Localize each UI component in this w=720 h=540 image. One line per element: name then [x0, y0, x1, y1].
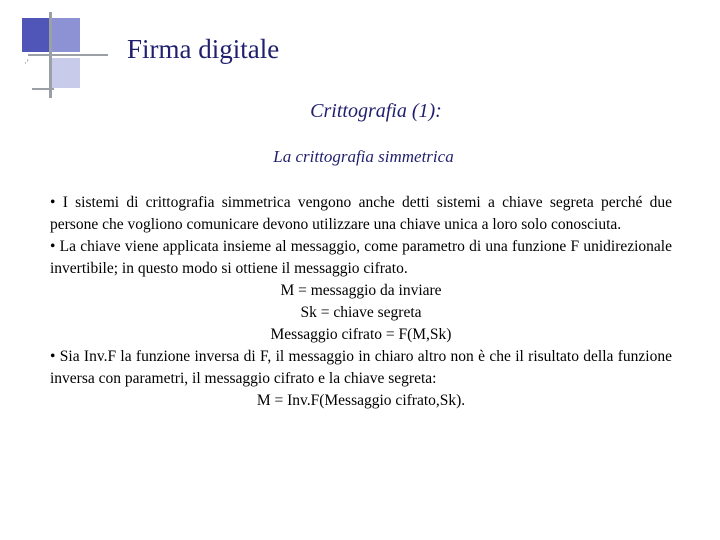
paragraph-funzione-inversa: • Sia Inv.F la funzione inversa di F, il messaggio in chiaro altro non è che il risultato della funzione inversa con parametri, il messaggio cifrato e la chiave segreta: — [50, 348, 672, 387]
slide-body — [50, 192, 672, 412]
decoration-square-dark — [22, 18, 50, 52]
decoration-square-light — [52, 58, 80, 88]
paragraph-chiave-segreta: • I sistemi di crittografia simmetrica vengono anche detti sistemi a chiave segreta perché due persone che vogliono comunicare devono utilizzare una chiave unica a loro solo conosciuta. — [50, 194, 672, 233]
slide-subheading: La crittografia simmetrica — [273, 147, 454, 166]
decoration-horizontal-line — [28, 54, 108, 56]
definition-messaggio-cifrato: Messaggio cifrato = F(M,Sk) — [270, 326, 452, 343]
decoration-short-line — [32, 88, 54, 90]
definition-inversa: M = Inv.F(Messaggio cifrato,Sk). — [256, 392, 466, 409]
decoration-square-mid — [52, 18, 80, 52]
decoration-mark: ·' — [24, 58, 29, 68]
page-title: Firma digitale — [127, 34, 280, 64]
paragraph-applicazione-chiave: • La chiave viene applicata insieme al messaggio, come parametro di una funzione F unidirezionale invertibile; in questo modo si ottiene il messaggio cifrato. — [50, 238, 672, 277]
definition-sk: Sk = chiave segreta — [300, 304, 422, 321]
definition-m: M = messaggio da inviare — [280, 282, 442, 299]
slide-subtitle: Crittografia (1): — [310, 100, 442, 122]
